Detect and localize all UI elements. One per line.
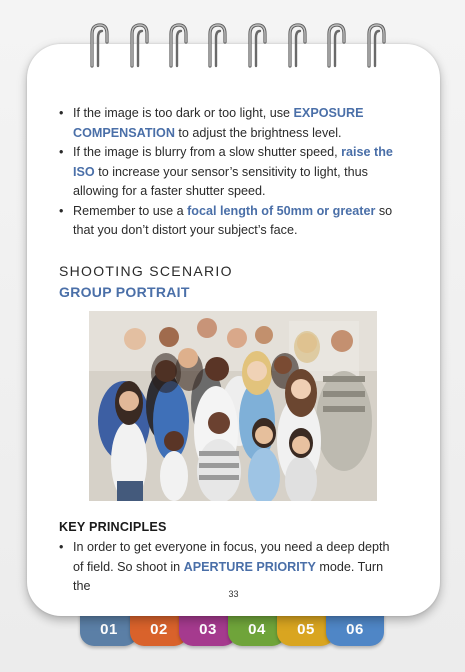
highlighted-term: EXPOSURE COMPENSATION — [73, 106, 364, 140]
tab-label: 02 — [150, 621, 168, 638]
binder-ring-icon — [88, 22, 110, 68]
tip-list-item — [59, 202, 399, 241]
tab-label: 06 — [346, 621, 364, 638]
body-text: If the image is blurry from a slow shutter speed, — [73, 145, 342, 159]
spiral-binding — [0, 0, 465, 80]
principle-list-item — [59, 538, 399, 597]
tab-label: 01 — [100, 621, 118, 638]
tips-list — [59, 104, 399, 241]
page-card — [27, 44, 440, 616]
highlighted-term: focal length of 50mm or greater — [187, 203, 376, 218]
tab-label: 03 — [199, 621, 217, 638]
body-text: mode. Turn the — [73, 559, 384, 593]
binder-ring-icon — [365, 22, 387, 68]
body-text: If the image is too dark or too light, use — [73, 106, 294, 120]
group-portrait-illustration — [89, 311, 377, 501]
section-label: SHOOTING SCENARIO — [59, 263, 233, 279]
tab-label: 04 — [248, 621, 266, 638]
highlighted-term: APERTURE PRIORITY — [183, 559, 316, 574]
binder-ring-icon — [128, 22, 150, 68]
body-text: Remember to use a — [73, 203, 188, 218]
key-principles-heading: KEY PRINCIPLES — [59, 520, 167, 534]
highlighted-term: raise the ISO — [73, 145, 393, 179]
binder-ring-icon — [206, 22, 228, 68]
key-principles-list — [59, 538, 399, 597]
binder-ring-icon — [167, 22, 189, 68]
tip-list-item — [59, 143, 399, 202]
section-title: GROUP PORTRAIT — [59, 284, 190, 300]
binder-ring-icon — [246, 22, 268, 68]
body-text: In order to get everyone in focus, you need a deep depth of field. So shoot in — [73, 540, 390, 574]
group-portrait-photo — [89, 311, 377, 501]
body-text: to adjust the brightness level. — [174, 125, 342, 140]
body-text: so that you don’t distort your subject’s face. — [73, 203, 393, 237]
tip-list-item — [59, 104, 399, 143]
binder-ring-icon — [286, 22, 308, 68]
body-text: to increase your sensor’s sensitivity to light, thus allowing for a faster shutter speed. — [73, 164, 368, 198]
binder-ring-icon — [325, 22, 347, 68]
tab-label: 05 — [297, 621, 315, 638]
page-number: 33 — [228, 589, 239, 599]
